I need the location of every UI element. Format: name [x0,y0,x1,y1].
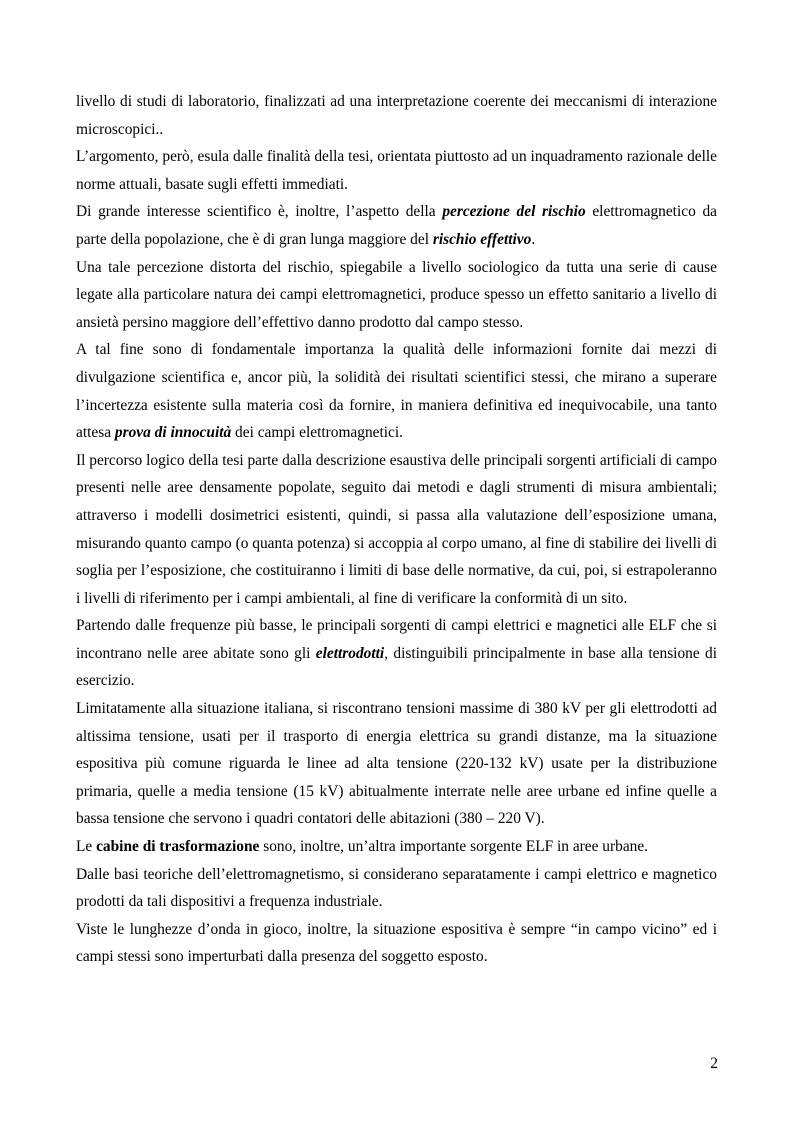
paragraph [76,861,717,916]
paragraph [76,833,717,861]
emphasis-cabine-di-trasformazione: cabine di trasformazione [96,838,260,856]
text-run: . [531,230,536,248]
paragraph [76,143,717,198]
paragraph [76,336,717,446]
paragraph [76,612,717,695]
text-run: A tal fine sono di fondamentale importanza la qualità delle informazioni fornite dai mezzi di divulgazione scientifica e, ancor più, la solidità dei risultati scientifici stessi, che mirano a superare l’incertezza esistente sulla materia così da fornire, in maniera definitiva ed inequivocabile, una tanto attesa [76,341,717,442]
page-number: 2 [710,1055,718,1072]
text-run: Dalle basi teoriche dell’elettromagnetismo, si considerano separatamente i campi elettrico e magnetico prodotti da tali dispositivi a frequenza industriale. [76,865,717,911]
text-run: sono, inoltre, un’altra importante sorgente ELF in aree urbane. [259,838,649,856]
text-run: Viste le lunghezze d’onda in gioco, inoltre, la situazione espositiva è sempre “in campo vicino” ed i campi stessi sono imperturbati dalla presenza del soggetto esposto. [76,920,717,966]
text-run: livello di studi di laboratorio, finalizzati ad una interpretazione coerente dei meccanismi di interazione microscopici.. [76,93,717,138]
text-run: dei campi elettromagnetici. [231,424,403,442]
text-run: Il percorso logico della tesi parte dalla descrizione esaustiva delle principali sorgenti artificiali di campo presenti nelle aree densamente popolate, seguito dai metodi e dagli strumenti di misura ambientali; attraverso i modelli dosimetrici esistenti, quindi, si passa alla valutazione dell’esposizione umana, misurando quanto campo (o quanta potenza) si accoppia al corpo umano, al fine di stabilire dei livelli di soglia per l’esposizione, che costituiranno i limiti di base delle normative, da cui, poi, si estrapoleranno i livelli di riferimento per i campi ambientali, al fine di verificare la conformità di un sito. [76,451,717,607]
text-run: L’argomento, però, esula dalle finalità della tesi, orientata piuttosto ad un inquadramento razionale delle norme attuali, basate sugli effetti immediati. [76,148,717,193]
text-run: Partendo dalle frequenze più basse, le principali sorgenti di campi elettrici e magnetici alle ELF che si incontrano nelle aree abitate sono gli [76,617,717,662]
paragraph [76,916,717,971]
paragraph [76,447,717,613]
document-body [76,88,717,971]
paragraph [76,88,717,143]
paragraph [76,198,717,253]
emphasis-elettrodotti: elettrodotti [315,644,385,662]
text-run: Di grande interesse scientifico è, inoltre, l’aspetto della [76,203,443,221]
text-run: Limitatamente alla situazione italiana, si riscontrano tensioni massime di 380 kV per gli elettrodotti ad altissima tensione, usati per il trasporto di energia elettrica su grandi distanze, ma la situazione espositiva più comune riguarda le linee ad alta tensione (220-132 kV) usate per la distribuzione primaria, quelle a media tensione (15 kV) abitualmente interrate nelle aree urbane ed infine quelle a bassa tensione che servono i quadri contatori delle abitazioni (380 – 220 V). [76,700,717,828]
emphasis-prova-di-innocuita: prova di innocuità [114,424,232,442]
emphasis-rischio-effettivo: rischio effettivo [432,230,532,248]
text-run: elettromagnetico da parte della popolazione, che è di gran lunga maggiore del [76,203,717,248]
text-run: Le [76,838,97,856]
text-run: Una tale percezione distorta del rischio, spiegabile a livello sociologico da tutta una serie di cause legate alla particolare natura dei campi elettromagnetici, produce spesso un effetto sanitario a livello di ansietà persino maggiore dell’effettivo danno prodotto dal campo stesso. [76,258,717,331]
paragraph [76,695,717,833]
paragraph [76,254,717,337]
emphasis-percezione-del-rischio: percezione del rischio [442,203,586,221]
text-run: , distinguibili principalmente in base alla tensione di esercizio. [76,644,717,690]
